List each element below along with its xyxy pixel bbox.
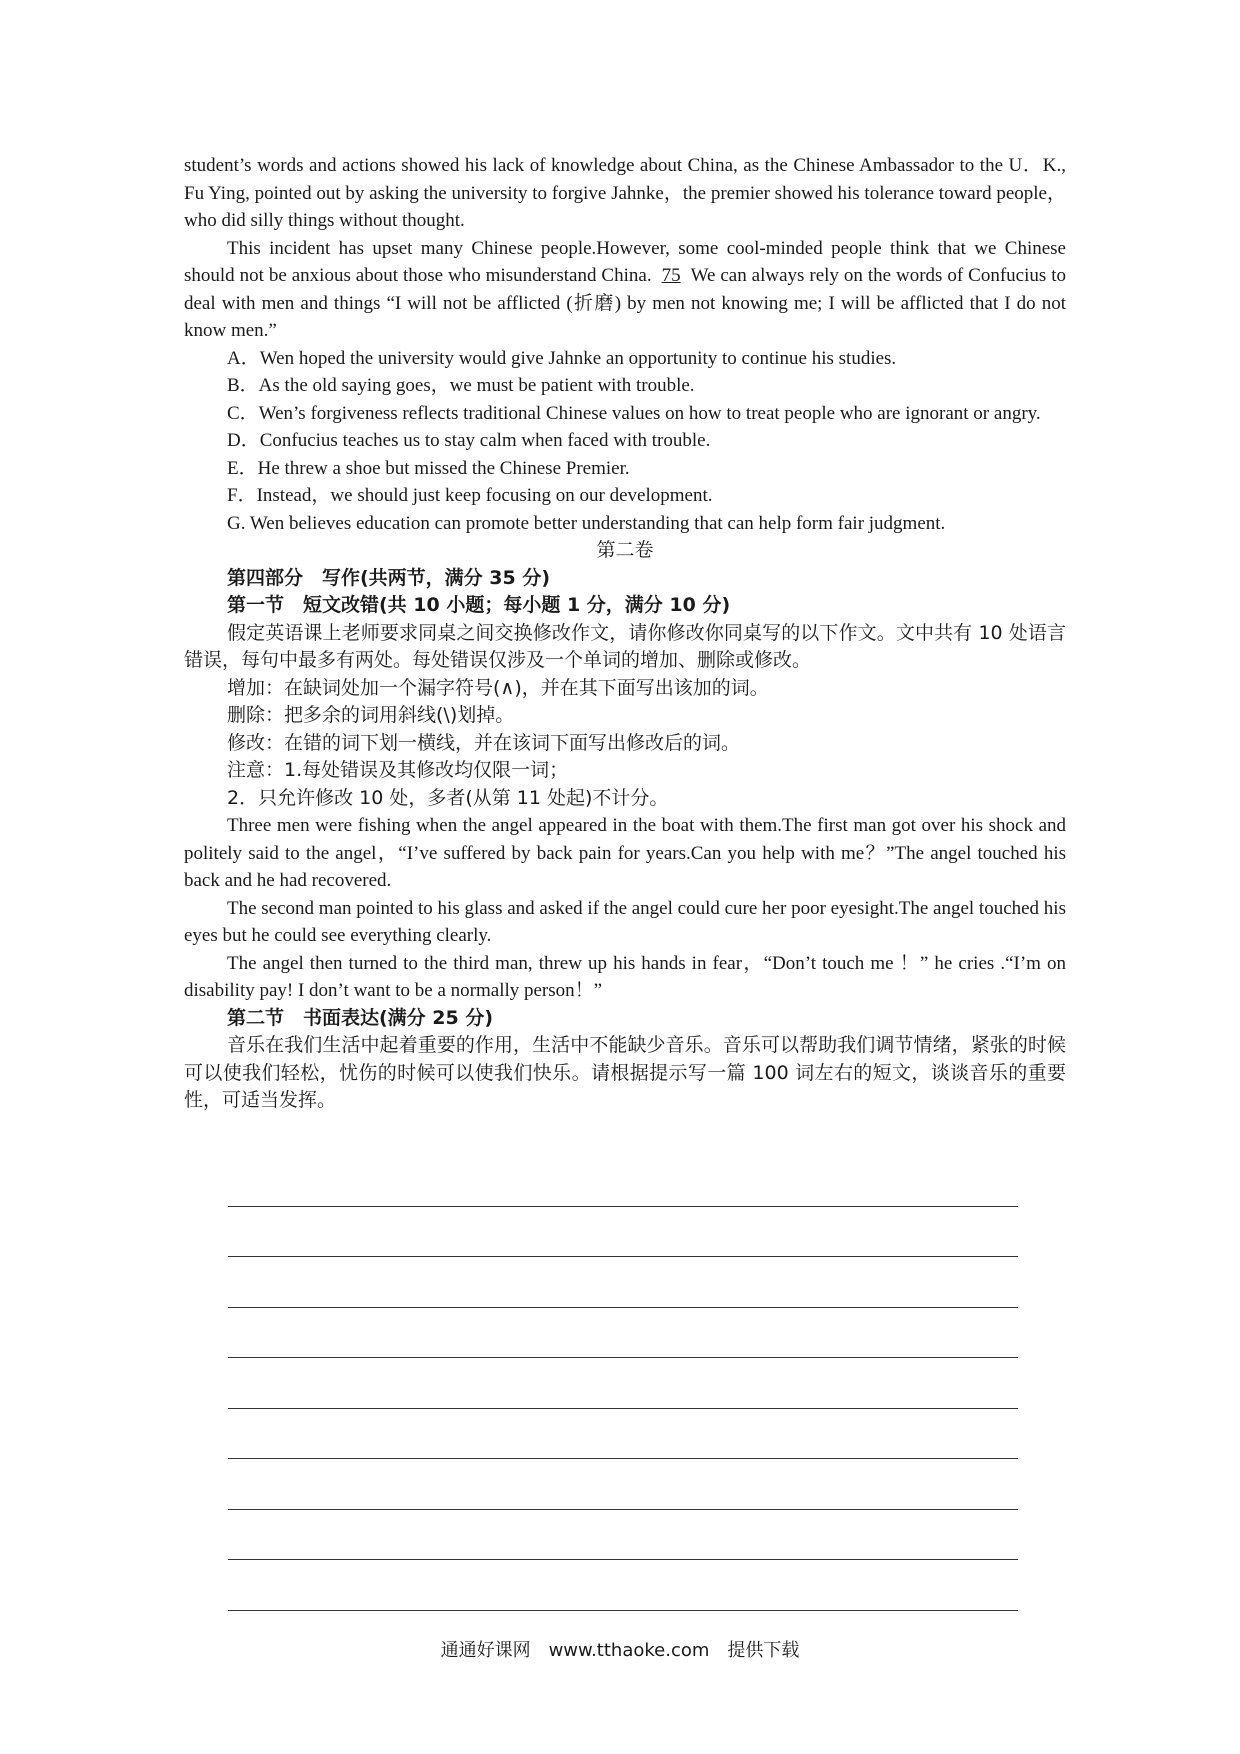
note-1: 注意：1.每处错误及其修改均仅限一词； <box>227 759 569 781</box>
essay-paragraph-2: The second man pointed to his glass and asked if the angel could cure her poor eyesight.The angel touched his eyes but he could see everything clearly. <box>184 897 1066 946</box>
option-a: A．Wen hoped the university would give Jahnke an opportunity to continue his studies. <box>227 347 897 369</box>
section1-heading: 第一节 短文改错(共 10 小题；每小题 1 分，满分 10 分) <box>227 594 731 616</box>
exam-page-content <box>184 152 1066 1115</box>
passage-paragraph-2-start: This incident has upset many Chinese people.However, some cool-minded people think that we Chinese should not be anxious about those who misunderstand China. <box>184 237 1066 286</box>
instruction-add: 增加：在缺词处加一个漏字符号(∧)，并在其下面写出该加的词。 <box>227 676 769 699</box>
passage-paragraph-1: student’s words and actions showed his lack of knowledge about China, as the Chinese Ambassador to the U．K., Fu Ying, pointed out by asking the university to forgive Jahnke，the premier showed his tolerance toward people，who did silly things without thought. <box>184 155 1066 231</box>
option-g: G. Wen believes education can promote better understanding that can help form fair judgment. <box>227 512 946 534</box>
page-footer: 通通好课网 www.tthaoke.com 提供下载 <box>440 1640 800 1661</box>
essay-paragraph-1: Three men were fishing when the angel appeared in the boat with them.The first man got over his shock and politely said to the angel，“I’ve suffered by back pain for years.Can you help with me？”The angel touched his back and he had recovered. <box>184 815 1066 891</box>
volume-title: 第二卷 <box>596 539 654 561</box>
option-e: E．He threw a shoe but missed the Chinese Premier. <box>227 457 630 479</box>
instruction-delete: 删除：把多余的词用斜线(\)划掉。 <box>227 704 515 726</box>
answer-line[interactable] <box>228 1207 1018 1258</box>
option-c: C．Wen’s forgiveness reflects traditional Chinese values on how to treat people who are ignorant or angry. <box>227 402 1041 424</box>
answer-writing-area[interactable] <box>228 1156 1018 1611</box>
option-d: D．Confucius teaches us to stay calm when faced with trouble. <box>227 430 711 451</box>
answer-line[interactable] <box>228 1510 1018 1561</box>
answer-line[interactable] <box>228 1358 1018 1409</box>
passage-paragraph-2-end: We can always rely on the words of Confucius to deal with men and things “I will not be afflicted (折磨) by men not knowing me; I will be afflicted that I do not know men.” <box>184 265 1066 341</box>
answer-line[interactable] <box>228 1308 1018 1359</box>
note-2: 2．只允许修改 10 处，多者(从第 11 处起)不计分。 <box>227 786 669 809</box>
essay-paragraph-3: The angel then turned to the third man, threw up his hands in fear，“Don’t touch me ！” he cries .“I’m on disability pay! I don’t want to be a normally person！” <box>184 952 1066 1001</box>
instruction-modify: 修改：在错的词下划一横线，并在该词下面写出修改后的词。 <box>227 731 741 754</box>
option-f: F．Instead，we should just keep focusing on our development. <box>227 485 713 506</box>
passage-paragraph-2 <box>184 235 1066 345</box>
part4-heading: 第四部分 写作(共两节，满分 35 分) <box>227 566 551 589</box>
answer-line[interactable] <box>228 1156 1018 1207</box>
answer-line[interactable] <box>228 1257 1018 1308</box>
answer-line[interactable] <box>228 1560 1018 1611</box>
question-75-blank: 75 <box>661 265 681 286</box>
section2-prompt: 音乐在我们生活中起着重要的作用，生活中不能缺少音乐。音乐可以帮助我们调节情绪，紧张的时候可以使我们轻松，忧伤的时候可以使我们快乐。请根据提示写一篇 100 词左右的短文，谈谈音乐的重要性，可适当发挥。 <box>184 1034 1066 1111</box>
section2-heading: 第二节 书面表达(满分 25 分) <box>227 1006 494 1029</box>
answer-line[interactable] <box>228 1459 1018 1510</box>
option-b: B．As the old saying goes，we must be patient with trouble. <box>227 375 695 396</box>
section1-instructions: 假定英语课上老师要求同桌之间交换修改作文，请你修改你同桌写的以下作文。文中共有 10 处语言错误，每句中最多有两处。每处错误仅涉及一个单词的增加、删除或修改。 <box>184 621 1066 671</box>
answer-line[interactable] <box>228 1409 1018 1460</box>
